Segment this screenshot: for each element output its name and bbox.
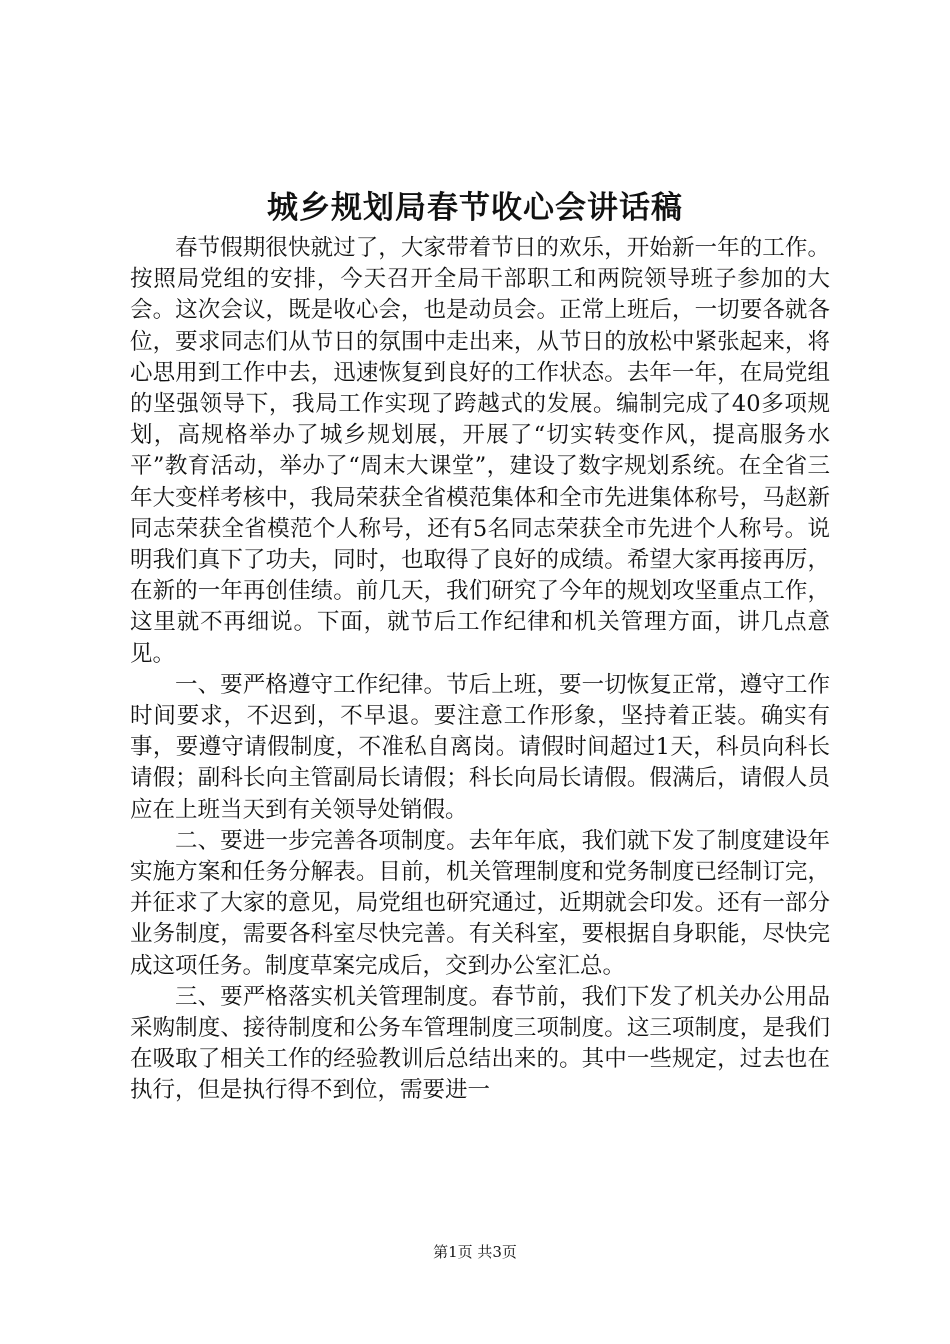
document-title: 城乡规划局春节收心会讲话稿: [267, 190, 683, 226]
document-body: [130, 233, 830, 1107]
paragraph-point-1: 一、要严格遵守工作纪律。节后上班，要一切恢复正常，遵守工作时间要求，不迟到，不早退。要注意工作形象，坚持着正装。确实有事，要遵守请假制度，不准私自离岗。请假时间超过1天，科员向科长请假；副科长向主管副局长请假；科长向局长请假。假满后，请假人员应在上班当天到有关领导处销假。: [130, 671, 830, 823]
paragraph-point-2: 二、要进一步完善各项制度。去年年底，我们就下发了制度建设年实施方案和任务分解表。目前，机关管理制度和党务制度已经制订完，并征求了大家的意见，局党组也研究通过，近期就会印发。还有一部分业务制度，需要各科室尽快完善。有关科室，要根据自身职能，尽快完成这项任务。制度草案完成后，交到办公室汇总。: [130, 827, 830, 979]
paragraph-intro: 春节假期很快就过了，大家带着节日的欢乐，开始新一年的工作。按照局党组的安排，今天召开全局干部职工和两院领导班子参加的大会。这次会议，既是收心会，也是动员会。正常上班后，一切要各就各位，要求同志们从节日的氛围中走出来，从节日的放松中紧张起来，将心思用到工作中去，迅速恢复到良好的工作状态。去年一年，在局党组的坚强领导下，我局工作实现了跨越式的发展。编制完成了40多项规划，高规格举办了城乡规划展，开展了“切实转变作风，提高服务水平”教育活动，举办了“周末大课堂”，建设了数字规划系统。在全省三年大变样考核中，我局荣获全省模范集体和全市先进集体称号，马赵新同志荣获全省模范个人称号，还有5名同志荣获全市先进个人称号。说明我们真下了功夫，同时，也取得了良好的成绩。希望大家再接再厉，在新的一年再创佳绩。前几天，我们研究了今年的规划攻坚重点工作，这里就不再细说。下面，就节后工作纪律和机关管理方面，讲几点意见。: [130, 235, 830, 667]
paragraph-point-3: 三、要严格落实机关管理制度。春节前，我们下发了机关办公用品采购制度、接待制度和公务车管理制度三项制度。这三项制度，是我们在吸取了相关工作的经验教训后总结出来的。其中一些规定，过去也在执行，但是执行得不到位，需要进一: [130, 983, 830, 1104]
page-number-footer: 第1页 共3页: [433, 1243, 517, 1261]
